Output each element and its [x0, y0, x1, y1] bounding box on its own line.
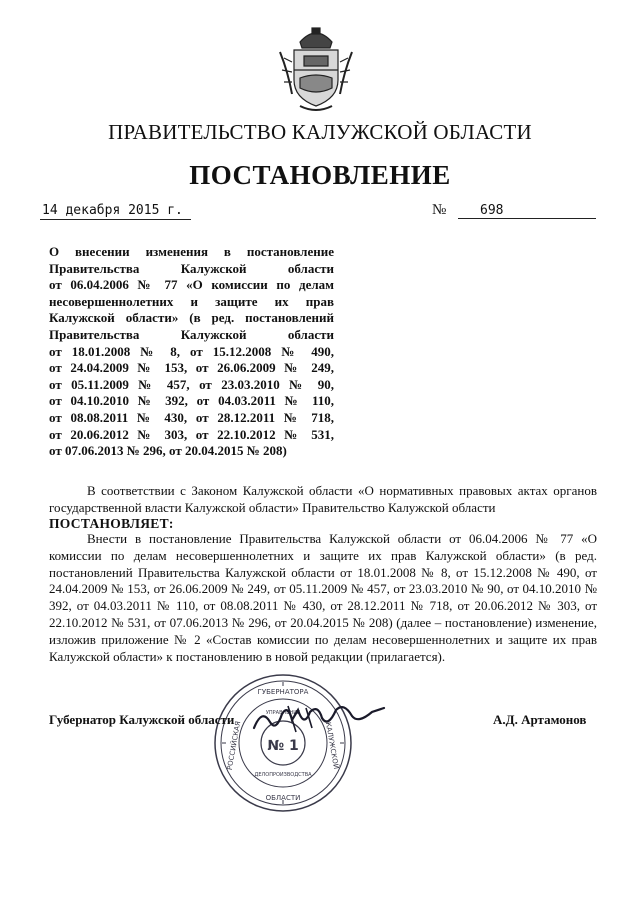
title-line: О внесении изменения в постановление	[49, 244, 334, 259]
title-line: Правительства Калужской области	[49, 326, 334, 342]
document-title-block	[49, 244, 334, 460]
preamble-text: В соответствии с Законом Калужской области «О нормативных правовых актах органов государственной власти Калужской области» Правительство Калужской области	[49, 483, 597, 515]
preamble-paragraph	[49, 482, 597, 516]
title-line: от 08.08.2011 № 430, от 28.12.2011 № 718,	[49, 409, 334, 425]
organization-heading: ПРАВИТЕЛЬСТВО КАЛУЖСКОЙ ОБЛАСТИ	[108, 120, 532, 144]
svg-text:УПРАВЛЕНИЕ: УПРАВЛЕНИЕ	[265, 710, 301, 716]
svg-text:ДЕЛОПРОИЗВОДСТВА: ДЕЛОПРОИЗВОДСТВА	[254, 772, 312, 778]
number-sign: №	[432, 202, 447, 218]
svg-text:КАЛУЖСКОЙ: КАЛУЖСКОЙ	[323, 721, 341, 770]
svg-text:№ 1: № 1	[267, 738, 299, 754]
svg-text:РОССИЙСКАЯ: РОССИЙСКАЯ	[225, 720, 243, 771]
title-line: Правительства Калужской области	[49, 260, 334, 276]
title-line: от 24.04.2009 № 153, от 26.06.2009 № 249,	[49, 360, 334, 376]
title-line: от 18.01.2008 № 8, от 15.12.2008 № 490,	[49, 343, 334, 359]
title-line: от 06.04.2006 № 77 «О комиссии по делам	[49, 277, 334, 293]
title-line: от 20.06.2012 № 303, от 22.10.2012 № 531,	[49, 426, 334, 442]
handwritten-signature	[248, 698, 388, 738]
title-line: несовершеннолетних и защите их прав	[49, 293, 334, 309]
body-paragraph	[49, 531, 597, 665]
title-line: от 04.10.2010 № 392, от 04.03.2011 № 110,	[49, 393, 334, 409]
body-text: Внести в постановление Правительства Калужской области от 06.04.2006 № 77 «О комиссии по делам несовершеннолетних и защите их прав Калужской области» (в ред. постановлений Правительства Калужской области от 18.01.2008 № 8, от 15.12.2008 № 490, от 24.04.2009 № 153, от 26.06.2009 № 249, от 05.11.2009 № 457, от 23.03.2010 № 90, от 04.10.2010 № 392, от 04.03.2011 № 110, от 08.08.2011 № 430, от 28.12.2011 № 718, от 20.06.2012 № 303, от 22.10.2012 № 531, от 07.06.2013 № 296, от 20.04.2015 № 208) (далее – постановление) изменение, изложив приложение № 2 «Состав комиссии по делам несовершеннолетних и защите их прав Калужской области» к постановлению в новой редакции (прилагается).	[49, 531, 597, 664]
title-line: от 07.06.2013 № 296, от 20.04.2015 № 208)	[49, 443, 287, 459]
coat-of-arms-icon	[270, 22, 362, 114]
title-line: от 05.11.2009 № 457, от 23.03.2010 № 90,	[49, 376, 334, 392]
resolves-heading: ПОСТАНОВЛЯЕТ:	[49, 516, 174, 531]
svg-text:ГУБЕРНАТОРА: ГУБЕРНАТОРА	[257, 688, 309, 696]
title-line: Калужской области» (в ред. постановлений	[49, 310, 334, 326]
document-type-heading: ПОСТАНОВЛЕНИЕ	[189, 160, 451, 190]
document-date: 14 декабря 2015 г.	[40, 203, 191, 220]
official-seal-icon	[212, 672, 354, 814]
document-number: 698	[458, 203, 596, 219]
svg-text:ОБЛАСТИ: ОБЛАСТИ	[265, 794, 301, 802]
signatory-position: Губернатор Калужской области	[49, 712, 235, 727]
signatory-name: А.Д. Артамонов	[493, 712, 587, 727]
